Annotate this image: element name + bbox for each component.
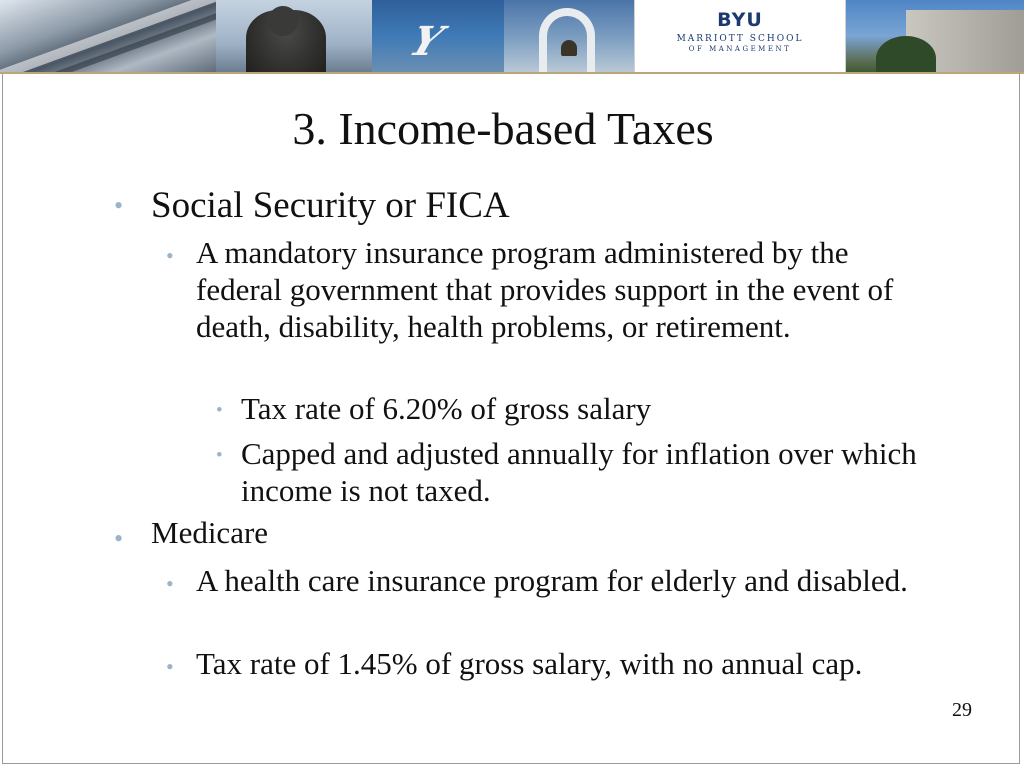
bullet-icon: • (166, 571, 174, 596)
fica-cap-note: Capped and adjusted annually for inflation over which income is not taxed. (241, 436, 917, 508)
bullet-icon: • (114, 524, 124, 553)
bullet-icon: • (216, 445, 223, 466)
bullet-icon: • (216, 400, 223, 421)
logo-byu-text: BYU (717, 9, 763, 31)
bell-tower-photo (504, 0, 634, 72)
page-number: 29 (952, 699, 972, 721)
fica-definition: A mandatory insurance program administered by the federal government that provides support in the event of death, disability, health problems, or retirement. (196, 235, 894, 344)
bullet-icon: • (166, 654, 174, 679)
campus-photo (846, 0, 1024, 72)
fica-tax-rate: Tax rate of 6.20% of gross salary (241, 391, 652, 426)
building-photo (0, 0, 216, 72)
medicare-definition: A health care insurance program for elderly and disabled. (196, 563, 908, 598)
header-banner (0, 0, 1024, 74)
mountain-y-photo: Y (372, 0, 504, 72)
logo-management-text: OF MANAGEMENT (688, 45, 792, 53)
section-heading-fica: Social Security or FICA (151, 185, 510, 226)
bullet-icon: • (114, 191, 124, 220)
byu-logo (634, 0, 846, 72)
statue-photo (216, 0, 372, 72)
logo-school-text: MARRIOTT SCHOOL (676, 34, 804, 44)
medicare-tax-rate: Tax rate of 1.45% of gross salary, with no annual cap. (196, 646, 863, 681)
bullet-icon: • (166, 243, 174, 268)
slide-title: 3. Income-based Taxes (292, 103, 714, 154)
section-heading-medicare: Medicare (151, 515, 269, 550)
